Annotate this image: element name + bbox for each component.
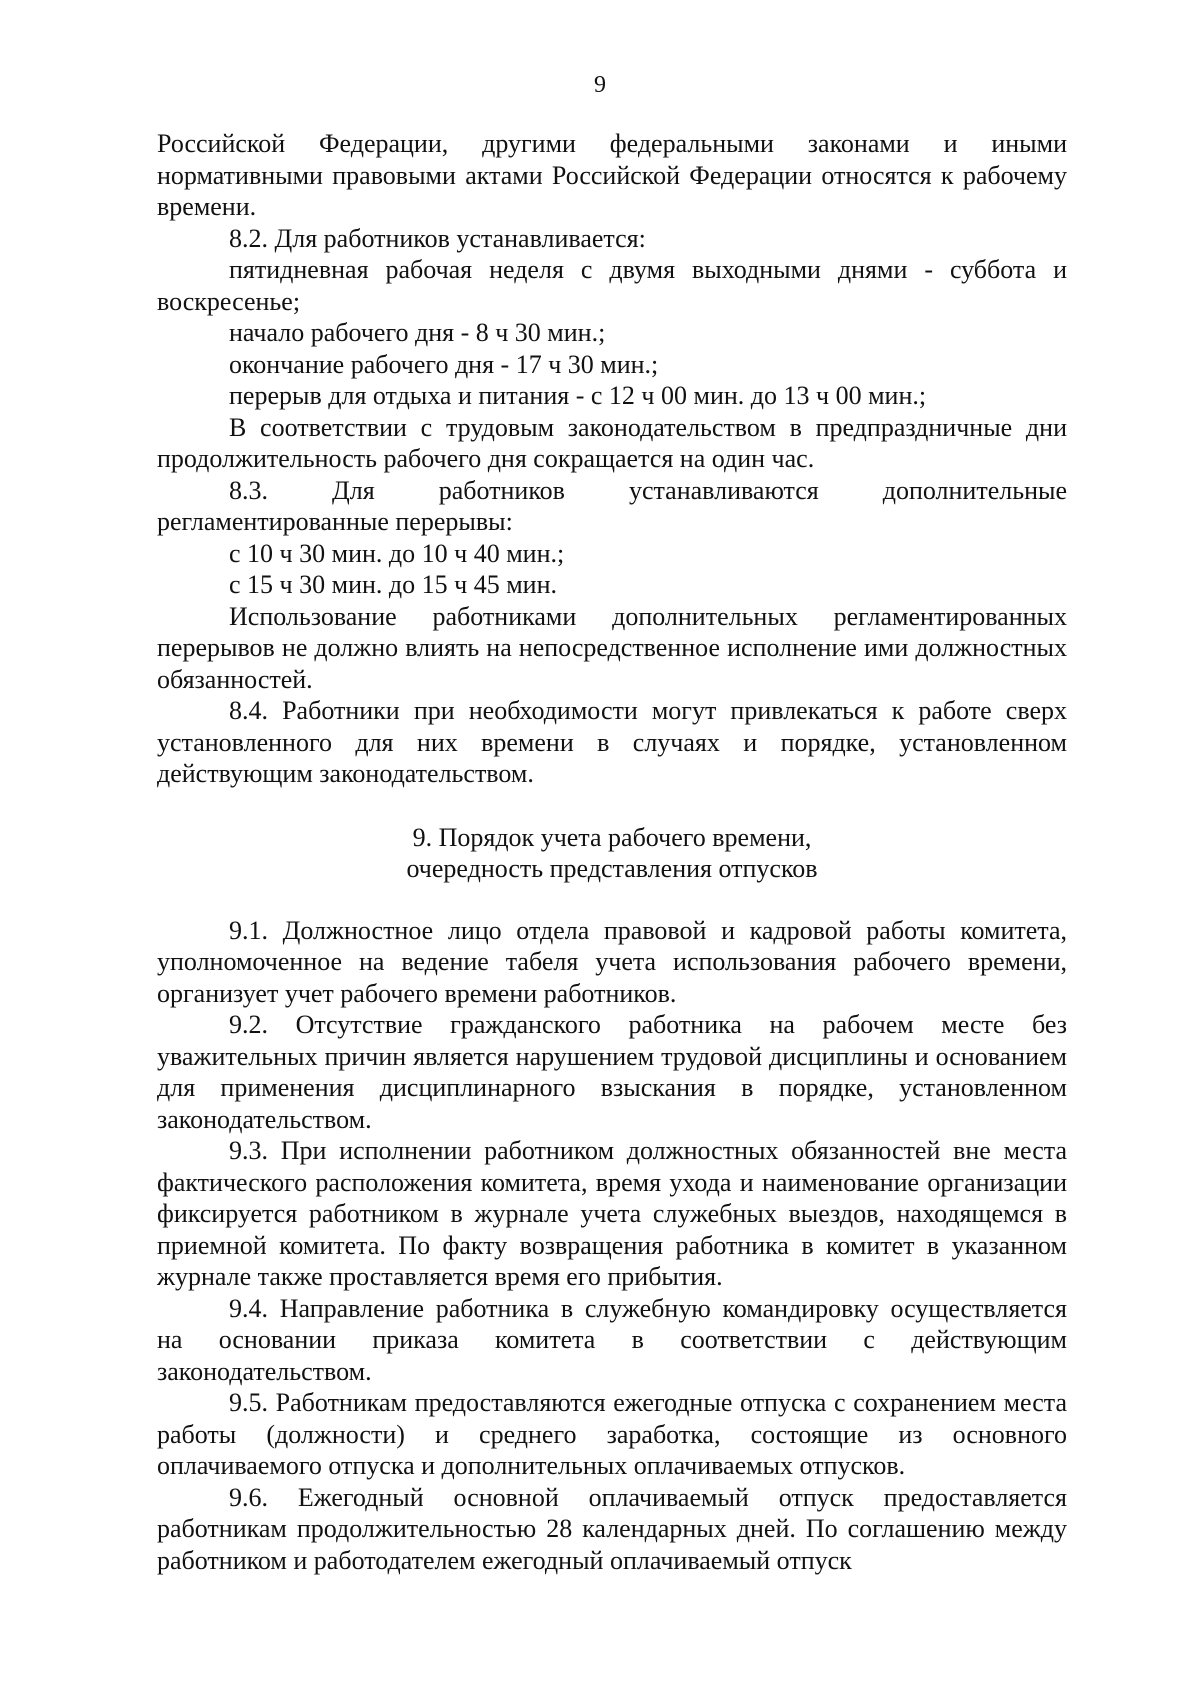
paragraph-9-4: 9.4. Направление работника в служебную командировку осуществляется на основании приказа комитета в соответствии с действующим законодательством. — [157, 1293, 1067, 1386]
paragraph-8-3: 8.3. Для работников устанавливаются дополнительные регламентированные перерывы: — [157, 475, 1067, 536]
paragraph-8-4: 8.4. Работники при необходимости могут привлекаться к работе сверх установленного для них времени в случаях и порядке, установленном действующим законодательством. — [157, 696, 1067, 788]
paragraph-lunch-break: перерыв для отдыха и питания - с 12 ч 00 мин. до 13 ч 00 мин.; — [229, 381, 927, 410]
paragraph-9-2: 9.2. Отсутствие гражданского работника на рабочем месте без уважительных причин является нарушением трудовой дисциплины и основанием для применения дисциплинарного взыскания в порядке, установленном законодательством. — [157, 1010, 1067, 1134]
paragraph-break-1: с 10 ч 30 мин. до 10 ч 40 мин.; — [229, 538, 565, 568]
paragraph-break-2: с 15 ч 30 мин. до 15 ч 45 мин. — [229, 570, 557, 599]
paragraph-start-time: начало рабочего дня - 8 ч 30 мин.; — [229, 318, 606, 347]
document-body — [157, 128, 1067, 1576]
paragraph-breaks-usage: Использование работниками дополнительных регламентированных перерывов не должно влиять на непосредственное исполнение ими должностных обязанностей. — [157, 601, 1067, 694]
paragraph-9-3: 9.3. При исполнении работником должностных обязанностей вне места фактического расположения комитета, время ухода и наименование организации фиксируется работником в журнале учета служебных выездов, находящемся в приемной комитета. По факту возвращения работника в комитет в указанном журнале также проставляется время его прибытия. — [157, 1136, 1067, 1291]
section-heading-line-1: 9. Порядок учета рабочего времени, — [412, 822, 812, 852]
paragraph-continuation: Российской Федерации, другими федеральными законами и иными нормативными правовыми актами Российской Федерации относятся к рабочему времени. — [157, 129, 1067, 221]
paragraph-workweek: пятидневная рабочая неделя с двумя выходными днями - суббота и воскресенье; — [157, 255, 1067, 316]
section-heading-line-2: очередность представления отпусков — [406, 854, 818, 883]
page-number: 9 — [594, 72, 606, 98]
paragraph-8-2: 8.2. Для работников устанавливается: — [229, 223, 646, 253]
paragraph-end-time: окончание рабочего дня - 17 ч 30 мин.; — [229, 349, 659, 379]
paragraph-9-6: 9.6. Ежегодный основной оплачиваемый отпуск предоставляется работникам продолжительностью 28 календарных дней. По соглашению между работником и работодателем ежегодный оплачиваемый отпуск — [157, 1482, 1067, 1575]
paragraph-9-5: 9.5. Работникам предоставляются ежегодные отпуска с сохранением места работы (должности) и среднего заработка, состоящие из основного оплачиваемого отпуска и дополнительных оплачиваемых отпусков. — [157, 1388, 1067, 1480]
section-heading — [157, 822, 1067, 885]
paragraph-9-1: 9.1. Должностное лицо отдела правовой и кадровой работы комитета, уполномоченное на ведение табеля учета использования рабочего времени, организует учет рабочего времени работников. — [157, 915, 1067, 1008]
paragraph-pre-holiday: В соответствии с трудовым законодательством в предпраздничные дни продолжительность рабочего дня сокращается на один час. — [157, 412, 1067, 473]
